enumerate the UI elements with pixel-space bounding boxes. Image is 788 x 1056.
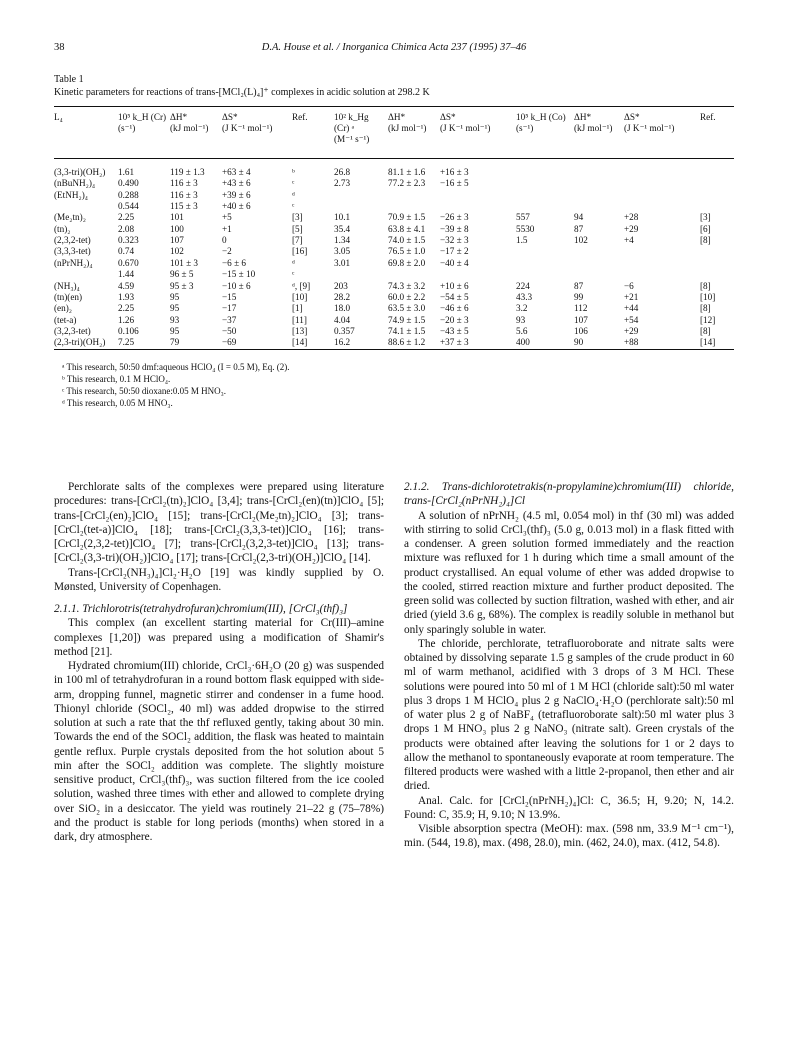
table-cell: −40 ± 4: [440, 257, 469, 268]
table-cell: 99: [574, 291, 584, 302]
table-cell: +29: [624, 223, 639, 234]
table-cell: 2.73: [334, 178, 351, 189]
table-header-rule: [54, 158, 734, 159]
table-cell: ᵈ: [292, 257, 295, 268]
paragraph: Anal. Calc. for [CrCl₂(nPrNH₂)₄]Cl: C, 36.5; H, 9.20; N, 14.2. Found: C, 35.9; H, 9.10; N 13.9%.: [404, 794, 734, 821]
table-cell: 0.357: [334, 325, 355, 336]
table-cell: 18.0: [334, 303, 351, 314]
table-cell: 93: [170, 314, 180, 325]
table-cell: −69: [222, 337, 237, 348]
table-cell: 1.34: [334, 235, 351, 246]
table-row-label: (NH₃)₄: [54, 280, 80, 291]
table-cell: +28: [624, 212, 639, 223]
table-footnote: ᵇ This research, 0.1 M HClO₄.: [62, 374, 171, 384]
table-cell: ᵈ, [9]: [292, 280, 311, 291]
table-header-cell: Ref.: [292, 112, 308, 122]
table-row-label: (tet-a): [54, 314, 77, 325]
page-header: [54, 42, 734, 56]
table-cell: +29: [624, 325, 639, 336]
table-cell: ᶜ: [292, 178, 295, 189]
table-header-cell: 10⁵ k_H (Co) (s⁻¹): [516, 112, 566, 133]
table-cell: 28.2: [334, 291, 351, 302]
table-cell: 5.6: [516, 325, 528, 336]
table-row-label: (3,2,3-tet): [54, 325, 91, 336]
table-cell: 400: [516, 337, 530, 348]
table-cell: 119 ± 1.3: [170, 167, 205, 177]
table-cell: +54: [624, 314, 639, 325]
table-cell: 203: [334, 280, 348, 291]
table-cell: 60.0 ± 2.2: [388, 291, 426, 302]
table-cell: 3.01: [334, 257, 351, 268]
table-bottom-rule: [54, 349, 734, 350]
paragraph: A solution of nPrNH₂ (4.5 ml, 0.054 mol) in thf (30 ml) was added with stirring to solid CrCl₃(thf)₃ (5.0 g, 0.013 mol) in a flask fitted with a condenser. A green solution formed immediately and the reaction mixture was refluxed for 1 h during which time a small amount of the product crystallised. An equal volume of ether was added dropwise to the cooled, stirred reaction mixture and further product deposited. The green solid was collected by suction filtration, washed with ether, and air dried (yield 3.6 g, 68%). The complex is readily soluble in methanol but only sparingly soluble in water.: [404, 509, 734, 636]
table-cell: 0.323: [118, 235, 139, 246]
table-cell: −16 ± 5: [440, 178, 469, 189]
table-row-label: (3,3,3-tet): [54, 246, 91, 257]
table-caption: Kinetic parameters for reactions of trans-[MCl₂(L)₄]⁺ complexes in acidic solution at 298.2 K: [54, 87, 430, 98]
table-row-label: (2,3,2-tet): [54, 235, 91, 246]
table-cell: [8]: [700, 303, 711, 314]
table-cell: [13]: [292, 325, 308, 336]
table-footnote: ᶜ This research, 50:50 dioxane:0.05 M HNO₃.: [62, 386, 226, 396]
table-cell: −2: [222, 246, 232, 257]
table-cell: 106: [574, 325, 588, 336]
table-cell: [11]: [292, 314, 307, 325]
table-cell: 101 ± 3: [170, 257, 199, 268]
table-header-cell: ΔS* (J K⁻¹ mol⁻¹): [624, 112, 675, 133]
table-row-label: (2,3-tri)(OH₂): [54, 337, 106, 348]
table-cell: 1.93: [118, 291, 135, 302]
table-cell: +5: [222, 212, 232, 223]
table-cell: +21: [624, 291, 639, 302]
table-cell: 115 ± 3: [170, 201, 198, 212]
table-cell: +88: [624, 337, 639, 348]
table-cell: 101: [170, 212, 184, 223]
table-cell: 0.490: [118, 178, 139, 189]
table-cell: [5]: [292, 223, 303, 234]
table-cell: −39 ± 8: [440, 223, 469, 234]
table-cell: [8]: [700, 235, 711, 246]
table-cell: 0.544: [118, 201, 139, 212]
table-cell: ᵇ: [292, 167, 295, 177]
table-header-cell: 10² k_Hg (Cr) ᵃ (M⁻¹ s⁻¹): [334, 112, 370, 144]
table-cell: 2.25: [118, 303, 135, 314]
paragraph: Hydrated chromium(III) chloride, CrCl₃·6H₂O (20 g) was suspended in 100 ml of tetrahydrofuran in a round bottom flask equipped with side-arm, dropping funnel, magnetic stirrer and condenser in a fume hood. Thionyl chloride (SOCl₂, 40 ml) was added dropwise to the stirred solution at such a rate that the thf refluxed gently, taking about 30 min. Towards the end of the SOCl₂ addition, the flask was heated to maintain gentle reflux. Purple crystals deposited from the hot solution about 5 min after the SOCl₂ addition was complete. The slightly moisture sensitive product, CrCl₃(thf)₃, was suction filtered from the ice cooled solution, washed three times with ether and allowed to complete drying over SiO₂ in a desiccator. The yield was routinely 21–22 g (75–78%) and the product is stable for long periods (months) when stored in a dark, dry atmosphere.: [54, 660, 384, 843]
table-cell: −37: [222, 314, 237, 325]
table-cell: 35.4: [334, 223, 351, 234]
table-header-cell: ΔS* (J K⁻¹ mol⁻¹): [222, 112, 273, 133]
table-cell: 102: [574, 235, 588, 246]
table-cell: 7.25: [118, 337, 135, 348]
table-cell: 107: [170, 235, 184, 246]
table-cell: [3]: [292, 212, 303, 223]
table-cell: [16]: [292, 246, 308, 257]
table-cell: 1.61: [118, 167, 135, 177]
table-row-label: (3,3-tri)(OH₂): [54, 167, 106, 177]
paragraph: Trans-[CrCl₂(NH₃)₄]Cl₂·H₂O [19] was kindly supplied by O. Mønsted, University of Copenhagen.: [54, 566, 384, 593]
right-column: [404, 480, 734, 851]
table-cell: −17: [222, 303, 237, 314]
table-cell: [1]: [292, 303, 303, 314]
table-cell: [3]: [700, 212, 711, 223]
table-cell: +1: [222, 223, 232, 234]
table-cell: 2.08: [118, 223, 135, 234]
table-cell: 557: [516, 212, 530, 223]
table-cell: 74.9 ± 1.5: [388, 314, 426, 325]
table-cell: −20 ± 3: [440, 314, 469, 325]
table-footnote: ᵈ This research, 0.05 M HNO₃.: [62, 398, 173, 408]
table-cell: −26 ± 3: [440, 212, 469, 223]
table-cell: 116 ± 3: [170, 178, 198, 189]
table-header-cell: ΔH* (kJ mol⁻¹): [574, 112, 613, 133]
table-cell: −10 ± 6: [222, 280, 251, 291]
table-cell: −32 ± 3: [440, 235, 469, 246]
table-cell: 93: [516, 314, 526, 325]
table-cell: −50: [222, 325, 237, 336]
table-row-label: (EtNH₂)₄: [54, 189, 88, 200]
table-cell: [14]: [292, 337, 308, 348]
table-top-rule: [54, 106, 734, 107]
table-cell: 224: [516, 280, 530, 291]
paragraph: Perchlorate salts of the complexes were prepared using literature procedures: trans-[CrCl₂(tn)₂]ClO₄ [3,4]; trans-[CrCl₂(en)(tn)]ClO₄ [5]; trans-[CrCl₂(en)₂]ClO₄ [15]; trans-[CrCl₂(Me₂tn)₂]ClO₄ [3]; trans-[CrCl₂(tet-a)]ClO₄ [18]; trans-[CrCl₂(3,3,3-tet)]ClO₄ [16]; trans-[CrCl₂(2,3,2-tet)]ClO₄ [7]; trans-[CrCl₂(3,2,3-tet)]ClO₄ [13]; trans-[CrCl₂(3,3-tri)(OH₂)]ClO₄ [17]; trans-[CrCl₂(2,3-tri)(OH₂)]ClO₄ [14].: [54, 481, 384, 565]
table-cell: 77.2 ± 2.3: [388, 178, 426, 189]
table-cell: [10]: [292, 291, 308, 302]
table-header-cell: 10⁵ k_H (Cr) (s⁻¹): [118, 112, 167, 133]
table-cell: 1.44: [118, 269, 135, 280]
table-cell: 63.8 ± 4.1: [388, 223, 426, 234]
table-header-cell: Ref.: [700, 112, 716, 122]
table-cell: 1.26: [118, 314, 135, 325]
table-cell: −17 ± 2: [440, 246, 469, 257]
table-cell: −46 ± 6: [440, 303, 469, 314]
table-cell: [7]: [292, 235, 303, 246]
table-cell: 95: [170, 303, 180, 314]
table-cell: 74.3 ± 3.2: [388, 280, 426, 291]
table-cell: +39 ± 6: [222, 189, 251, 200]
table-cell: ᶜ: [292, 201, 295, 212]
table-cell: 81.1 ± 1.6: [388, 167, 426, 177]
table-cell: 4.59: [118, 280, 135, 291]
table-cell: 3.2: [516, 303, 528, 314]
table-cell: 10.1: [334, 212, 351, 223]
table-cell: +10 ± 6: [440, 280, 469, 291]
table-cell: 26.8: [334, 167, 351, 177]
table-cell: [12]: [700, 314, 716, 325]
table-cell: 69.8 ± 2.0: [388, 257, 426, 268]
table-cell: 1.5: [516, 235, 528, 246]
table-cell: 76.5 ± 1.0: [388, 246, 426, 257]
table-cell: 102: [170, 246, 184, 257]
table-cell: 87: [574, 223, 584, 234]
table-cell: 95: [170, 291, 180, 302]
paragraph: Visible absorption spectra (MeOH): max. (598 nm, 33.9 M⁻¹ cm⁻¹), min. (544, 19.8), max. (498, 28.0), min. (462, 24.0), max. (412, 54.8).: [404, 823, 734, 850]
table-cell: +16 ± 3: [440, 167, 469, 177]
section-heading: 2.1.1. Trichlorotris(tetrahydrofuran)chromium(III), [CrCl₃(thf)₃]: [54, 603, 348, 615]
table-cell: 0: [222, 235, 227, 246]
table-row-label: (tn)₂: [54, 223, 71, 234]
table-cell: [8]: [700, 280, 711, 291]
section-heading: 2.1.2. Trans-dichlorotetrakis(n-propylamine)chromium(III) chloride, trans-[CrCl₂(nPrNH₂)₄]Cl: [404, 481, 734, 508]
table-cell: 4.04: [334, 314, 351, 325]
table-cell: −15 ± 10: [222, 269, 256, 280]
page-number: 38: [54, 42, 65, 53]
table-footnote: ᵃ This research, 50:50 dmf:aqueous HClO₄ (I = 0.5 M), Eq. (2).: [62, 362, 290, 372]
table-cell: −6: [624, 280, 634, 291]
table-cell: [8]: [700, 325, 711, 336]
table-cell: ᵈ: [292, 189, 295, 200]
table-cell: 43.3: [516, 291, 533, 302]
table-cell: −15: [222, 291, 237, 302]
table-cell: 95: [170, 325, 180, 336]
table-cell: [6]: [700, 223, 711, 234]
table-cell: 95 ± 3: [170, 280, 194, 291]
table-cell: ᶜ: [292, 269, 295, 280]
table-cell: 0.74: [118, 246, 135, 257]
table-cell: 74.0 ± 1.5: [388, 235, 426, 246]
table-header-cell: ΔH* (kJ mol⁻¹): [388, 112, 427, 133]
table-cell: 88.6 ± 1.2: [388, 337, 426, 348]
table-cell: 0.670: [118, 257, 139, 268]
table-header-cell: ΔH* (kJ mol⁻¹): [170, 112, 209, 133]
table-row-label: (Me₂tn)₂: [54, 212, 86, 223]
table-cell: 94: [574, 212, 584, 223]
table-cell: 2.25: [118, 212, 135, 223]
table-cell: +40 ± 6: [222, 201, 251, 212]
table-cell: [14]: [700, 337, 716, 348]
table-cell: 96 ± 5: [170, 269, 194, 280]
table-cell: 87: [574, 280, 584, 291]
table-cell: 74.1 ± 1.5: [388, 325, 426, 336]
table-cell: −54 ± 5: [440, 291, 469, 302]
table-cell: 107: [574, 314, 588, 325]
table-cell: 0.288: [118, 189, 139, 200]
table-cell: 70.9 ± 1.5: [388, 212, 426, 223]
table-cell: 16.2: [334, 337, 351, 348]
table-cell: 79: [170, 337, 180, 348]
table-header-cell: ΔS* (J K⁻¹ mol⁻¹): [440, 112, 491, 133]
paragraph: This complex (an excellent starting material for Cr(III)–amine complexes [1,20]) was prepared using a modification of Shamir's method [21].: [54, 617, 384, 658]
table-cell: 0.106: [118, 325, 139, 336]
table-row-label: (nPrNH₂)₄: [54, 257, 93, 268]
table-cell: −43 ± 5: [440, 325, 469, 336]
table-header-cell: L₄: [54, 112, 63, 122]
table-cell: 116 ± 3: [170, 189, 198, 200]
running-head: D.A. House et al. / Inorganica Chimica Acta 237 (1995) 37–46: [261, 42, 527, 53]
table-cell: +63 ± 4: [222, 167, 251, 177]
table-cell: +4: [624, 235, 634, 246]
table-row-label: (tn)(en): [54, 291, 83, 302]
table-row-label: (nBuNH₂)₄: [54, 178, 96, 189]
table-cell: +44: [624, 303, 639, 314]
table-cell: −6 ± 6: [222, 257, 247, 268]
paragraph: The chloride, perchlorate, tetrafluoroborate and nitrate salts were obtained by dissolving separate 1.5 g samples of the crude product in 60 ml of warm methanol, acidified with 3 drops of 3 M HCl. These solutions were poured into 50 ml of 1 M HCl (chloride salt):50 ml water plus 3 drops 1 M HClO₄ plus 2 g NaClO₄·H₂O (perchlorate salt):50 ml of water plus 2 g of NaBF₄ (tetrafluoroborate salt):50 ml water plus 3 drops 1 M HNO₃ plus 2 g NaNO₃ (nitrate salt). Green crystals of the products were obtained after leaving the solutions for 1 or 2 days to allow the methanol to spontaneously evaporate at room temperature. The filtered products were washed with a little 2-propanol, then ether and air dried.: [404, 637, 734, 793]
table-cell: +37 ± 3: [440, 337, 469, 348]
table-cell: 5530: [516, 223, 535, 234]
table-cell: +43 ± 6: [222, 178, 251, 189]
table-row-label: (en)₂: [54, 303, 72, 314]
table-label: Table 1: [54, 74, 84, 85]
table-cell: 112: [574, 303, 588, 314]
left-column: [54, 480, 384, 844]
table-cell: [10]: [700, 291, 716, 302]
table-cell: 63.5 ± 3.0: [388, 303, 426, 314]
table-cell: 3.05: [334, 246, 351, 257]
table-cell: 100: [170, 223, 184, 234]
table-cell: 90: [574, 337, 584, 348]
